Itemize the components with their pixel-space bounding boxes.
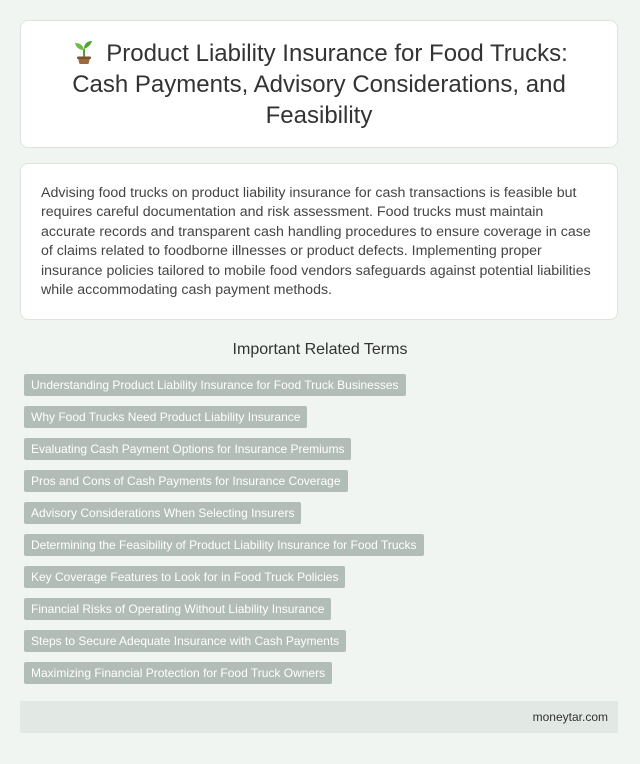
related-term-tag[interactable]: Why Food Trucks Need Product Liability Insurance [24,406,307,428]
related-term-tag[interactable]: Financial Risks of Operating Without Liability Insurance [24,598,331,620]
title-text: Product Liability Insurance for Food Trucks: Cash Payments, Advisory Considerations, and Feasibility [72,40,568,129]
summary-card [20,163,618,320]
related-term-tag[interactable]: Advisory Considerations When Selecting Insurers [24,502,301,524]
related-term-tag[interactable]: Understanding Product Liability Insurance for Food Truck Businesses [24,374,406,396]
summary-text: Advising food trucks on product liability insurance for cash transactions is feasible but requires careful documentation and risk assessment. Food trucks must maintain accurate records and transparent cash handling procedures to ensure coverage in case of claims related to foodborne illnesses or product defects. Implementing proper insurance policies tailored to mobile food vendors safeguards against potential liabilities while accommodating cash payment methods. [41,185,591,299]
related-term-tag[interactable]: Pros and Cons of Cash Payments for Insurance Coverage [24,470,348,492]
related-term-tag[interactable]: Key Coverage Features to Look for in Food Truck Policies [24,566,345,588]
related-terms-list [24,374,424,694]
footer-site-name[interactable]: moneytar.com [532,710,608,724]
related-terms-heading: Important Related Terms [232,341,408,358]
related-term-tag[interactable]: Evaluating Cash Payment Options for Insurance Premiums [24,438,351,460]
related-term-tag[interactable]: Determining the Feasibility of Product Liability Insurance for Food Trucks [24,534,424,556]
page-title [21,37,617,131]
title-card [20,20,618,148]
footer [20,701,618,733]
related-term-tag[interactable]: Maximizing Financial Protection for Food Truck Owners [24,662,332,684]
related-term-tag[interactable]: Steps to Secure Adequate Insurance with Cash Payments [24,630,346,652]
sprout-icon [70,37,98,65]
